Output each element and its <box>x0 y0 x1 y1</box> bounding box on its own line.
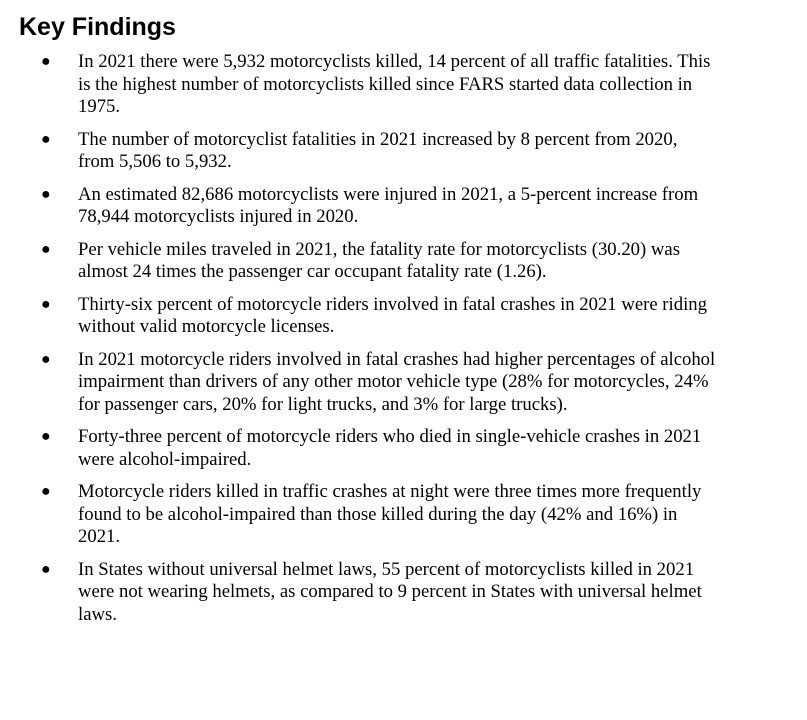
finding-text: In 2021 motorcycle riders involved in fatal crashes had higher percentages of alcohol impairment than drivers of any other motor vehicle type (28% for motorcycles, 24% for passenger cars, 20% for light trucks, and 3% for large trucks). <box>78 348 716 415</box>
finding-text: In 2021 there were 5,932 motorcyclists killed, 14 percent of all traffic fatalities. This is the highest number of motorcyclists killed since FARS started data collection in 1975. <box>78 51 711 118</box>
finding-item <box>0 51 718 119</box>
finding-item <box>0 481 718 549</box>
finding-item <box>0 184 718 229</box>
bullet-icon: ● <box>41 428 51 446</box>
bullet-icon: ● <box>41 295 51 313</box>
finding-item <box>0 294 718 339</box>
finding-item <box>0 349 718 417</box>
bullet-icon: ● <box>41 185 51 203</box>
finding-text: Thirty-six percent of motorcycle riders involved in fatal crashes in 2021 were riding without valid motorcycle licenses. <box>78 293 707 338</box>
bullet-icon: ● <box>41 240 51 258</box>
finding-item <box>0 129 718 174</box>
bullet-icon: ● <box>41 130 51 148</box>
bullet-icon: ● <box>41 483 51 501</box>
finding-text: An estimated 82,686 motorcyclists were injured in 2021, a 5-percent increase from 78,944 motorcyclists injured in 2020. <box>78 183 699 228</box>
finding-text: Per vehicle miles traveled in 2021, the fatality rate for motorcyclists (30.20) was almost 24 times the passenger car occupant fatality rate (1.26). <box>78 238 680 283</box>
finding-item <box>0 559 718 627</box>
finding-text: In States without universal helmet laws, 55 percent of motorcyclists killed in 2021 were not wearing helmets, as compared to 9 percent in States with universal helmet laws. <box>78 558 702 625</box>
finding-item <box>0 426 718 471</box>
bullet-icon: ● <box>41 53 51 70</box>
bullet-icon: ● <box>41 560 51 578</box>
bullet-icon: ● <box>41 350 51 368</box>
section-heading: Key Findings <box>19 13 176 41</box>
finding-text: The number of motorcyclist fatalities in 2021 increased by 8 percent from 2020, from 5,506 to 5,932. <box>78 128 678 173</box>
finding-text: Motorcycle riders killed in traffic crashes at night were three times more frequently found to be alcohol-impaired than those killed during the day (42% and 16%) in 2021. <box>78 481 702 548</box>
key-findings-list <box>0 51 807 636</box>
finding-item <box>0 239 718 284</box>
finding-text: Forty-three percent of motorcycle riders who died in single-vehicle crashes in 2021 were alcohol-impaired. <box>78 426 702 470</box>
